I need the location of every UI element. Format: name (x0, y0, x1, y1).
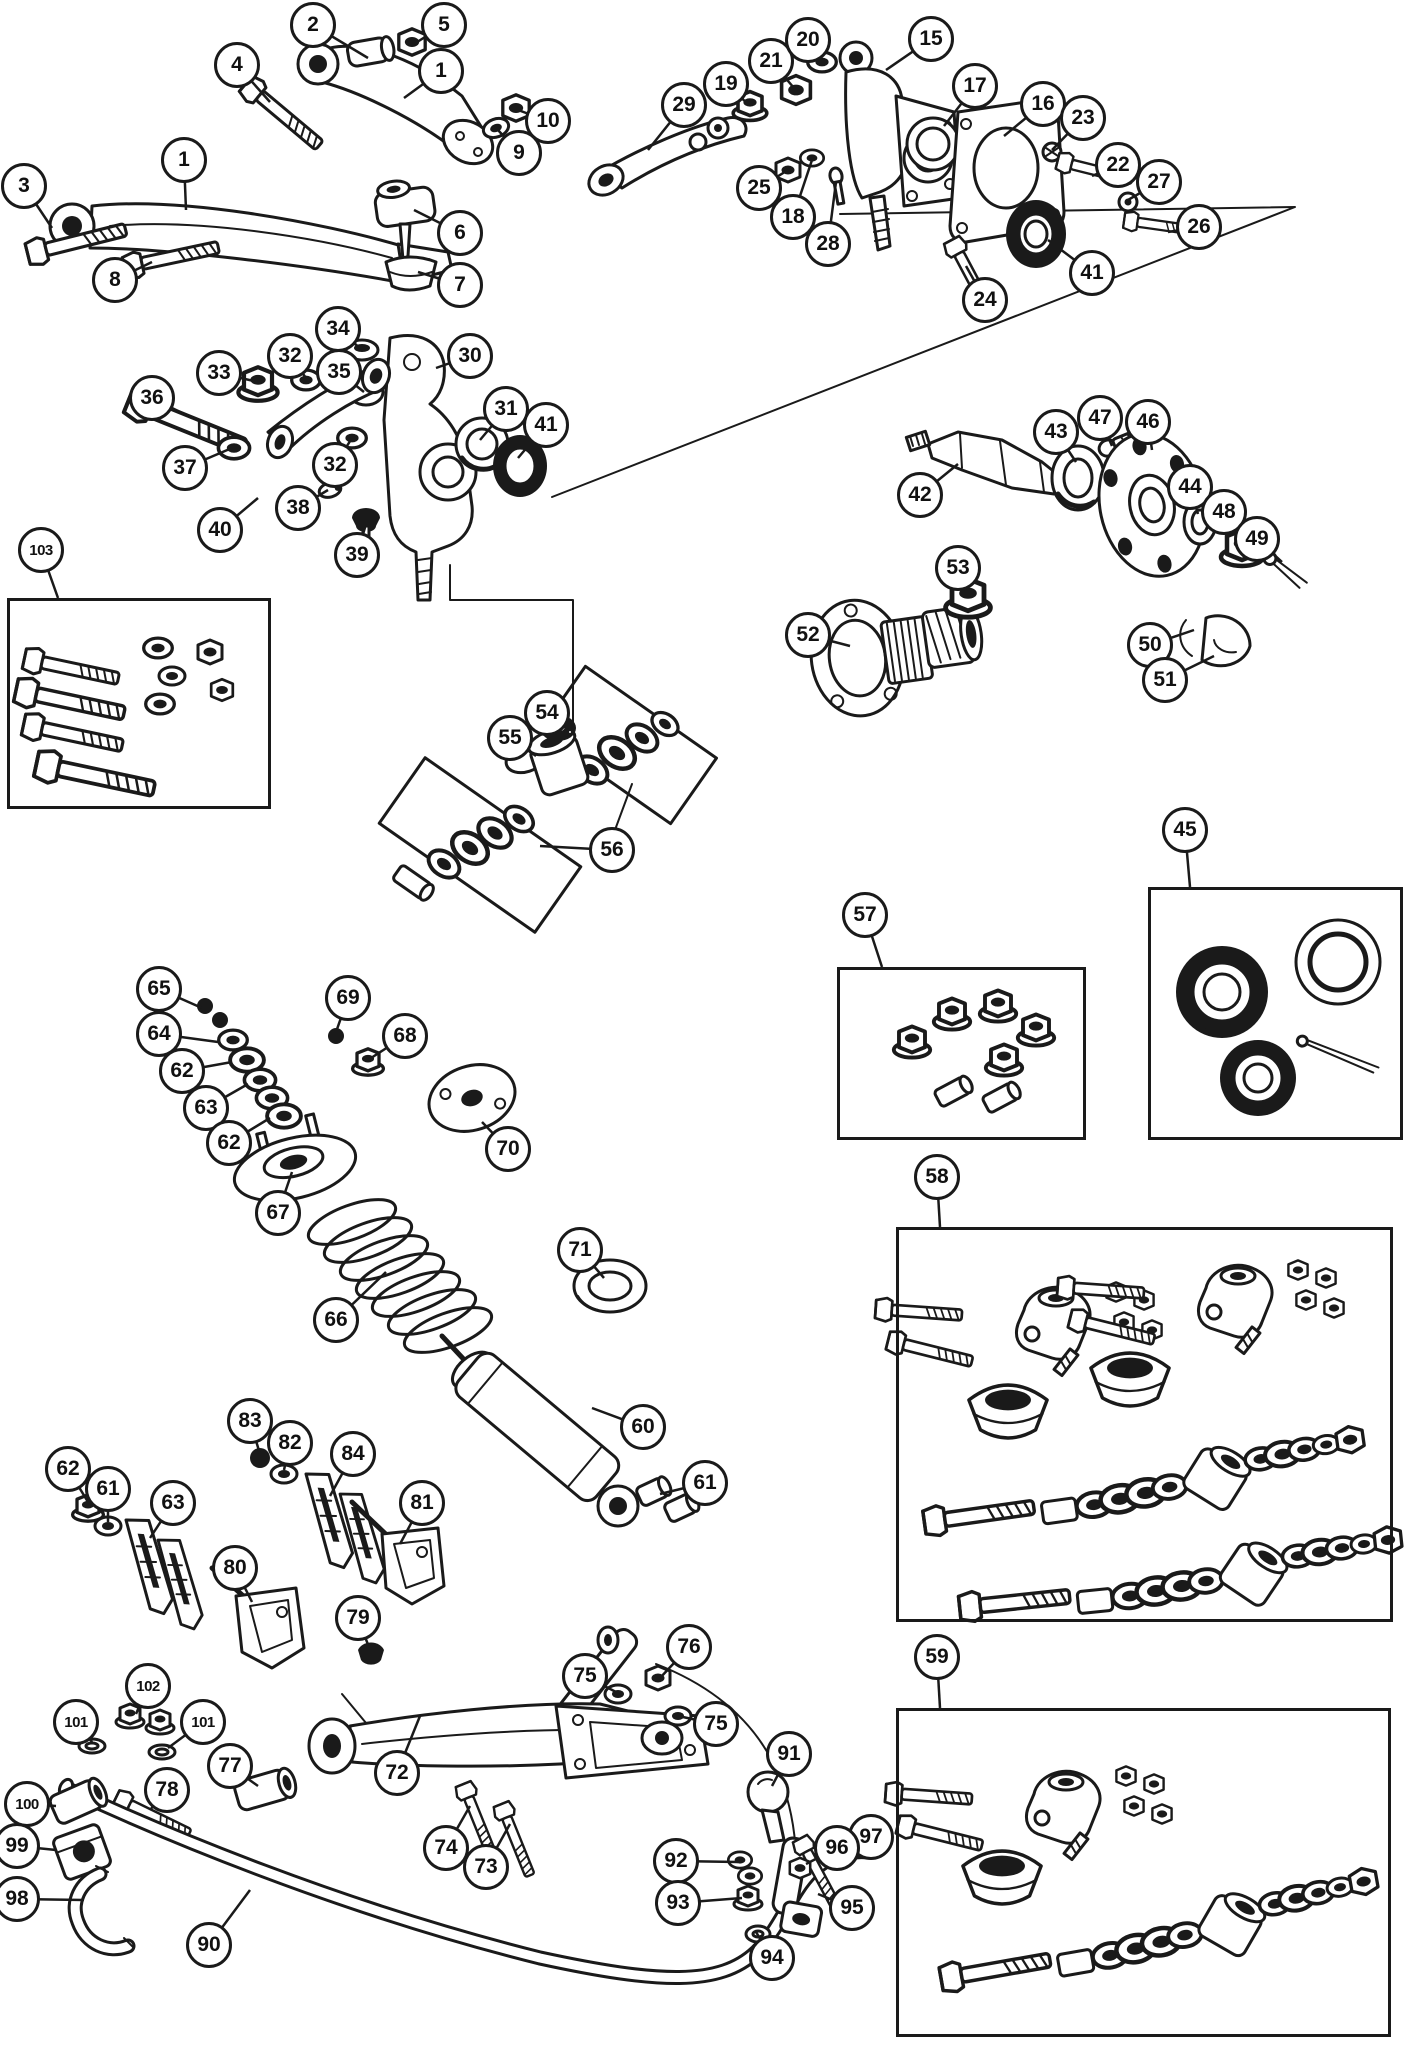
callout-number: 4 (231, 53, 243, 76)
callout-number: 5 (438, 13, 450, 36)
callout-number: 66 (324, 1308, 348, 1331)
callout-37 (162, 445, 208, 491)
callout-number: 20 (796, 28, 820, 51)
callout-number: 96 (825, 1836, 849, 1859)
callout-number: 60 (631, 1415, 655, 1438)
callout-number: 92 (664, 1849, 688, 1872)
callout-29 (661, 82, 707, 128)
callout-61 (682, 1460, 728, 1506)
callout-number: 55 (498, 726, 522, 749)
callout-62 (206, 1120, 252, 1166)
callout-101 (180, 1699, 226, 1745)
callout-number: 61 (693, 1471, 717, 1494)
callout-number: 35 (327, 360, 351, 383)
callout-22 (1095, 142, 1141, 188)
callout-84 (330, 1431, 376, 1477)
callout-23 (1060, 95, 1106, 141)
callout-number: 23 (1071, 106, 1095, 129)
callout-number: 25 (747, 176, 771, 199)
callout-91 (766, 1731, 812, 1777)
callout-1 (418, 48, 464, 94)
callout-number: 59 (925, 1645, 949, 1668)
callout-20 (785, 17, 831, 63)
callout-number: 6 (454, 221, 466, 244)
callout-72 (374, 1750, 420, 1796)
callout-32 (312, 442, 358, 488)
callout-24 (962, 277, 1008, 323)
callout-63 (150, 1480, 196, 1526)
callout-90 (186, 1922, 232, 1968)
callout-number: 53 (946, 556, 970, 579)
callout-number: 56 (600, 838, 624, 861)
callout-number: 51 (1153, 668, 1177, 691)
callout-number: 17 (963, 74, 987, 97)
callout-94 (749, 1935, 795, 1981)
callout-number: 73 (474, 1855, 498, 1878)
callout-number: 64 (147, 1022, 171, 1045)
callout-number: 38 (286, 496, 310, 519)
callout-number: 80 (223, 1556, 247, 1579)
callout-number: 1 (178, 148, 190, 171)
callout-number: 90 (197, 1933, 221, 1956)
callout-number: 22 (1106, 153, 1130, 176)
callout-103 (18, 527, 64, 573)
callout-41 (523, 402, 569, 448)
callout-number: 27 (1147, 170, 1171, 193)
callout-number: 46 (1136, 410, 1160, 433)
callout-57 (842, 892, 888, 938)
callout-number: 9 (513, 141, 525, 164)
callout-number: 63 (161, 1491, 185, 1514)
callout-number: 62 (217, 1131, 241, 1154)
callout-32 (267, 333, 313, 379)
callout-52 (785, 612, 831, 658)
callout-100 (4, 1781, 50, 1827)
callout-number: 71 (568, 1238, 592, 1261)
callout-number: 39 (345, 543, 369, 566)
callout-42 (897, 472, 943, 518)
callout-19 (703, 61, 749, 107)
callout-number: 103 (29, 541, 53, 559)
callout-51 (1142, 657, 1188, 703)
callout-number: 81 (410, 1491, 434, 1514)
callout-number: 100 (15, 1795, 39, 1813)
callout-number: 10 (536, 109, 560, 132)
callout-26 (1176, 204, 1222, 250)
callout-number: 95 (840, 1896, 864, 1919)
callout-number: 76 (677, 1635, 701, 1658)
callout-number: 97 (859, 1825, 883, 1848)
callout-55 (487, 715, 533, 761)
callout-61 (85, 1466, 131, 1512)
callout-40 (197, 507, 243, 553)
callout-number: 36 (140, 386, 164, 409)
callout-number: 65 (147, 977, 171, 1000)
callout-75 (562, 1653, 608, 1699)
callout-number: 28 (816, 232, 840, 255)
callout-number: 42 (908, 483, 932, 506)
callout-75 (693, 1701, 739, 1747)
callout-36 (129, 375, 175, 421)
callout-95 (829, 1885, 875, 1931)
callout-33 (196, 350, 242, 396)
callout-number: 48 (1212, 500, 1236, 523)
callout-81 (399, 1480, 445, 1526)
callout-15 (908, 16, 954, 62)
callout-number: 43 (1044, 420, 1068, 443)
callout-101 (53, 1699, 99, 1745)
callout-number: 77 (218, 1754, 242, 1777)
callout-number: 98 (5, 1887, 29, 1910)
callout-71 (557, 1227, 603, 1273)
callout-60 (620, 1404, 666, 1450)
callout-number: 34 (326, 317, 350, 340)
callout-number: 32 (278, 344, 302, 367)
callout-number: 47 (1088, 406, 1112, 429)
callout-number: 69 (336, 986, 360, 1009)
callout-number: 54 (535, 701, 559, 724)
callout-number: 84 (341, 1442, 365, 1465)
callout-96 (814, 1825, 860, 1871)
callout-56 (589, 827, 635, 873)
callout-number: 24 (973, 288, 997, 311)
callout-number: 26 (1187, 215, 1211, 238)
callout-number: 101 (191, 1713, 215, 1731)
callout-number: 49 (1245, 527, 1269, 550)
callout-93 (655, 1880, 701, 1926)
callout-66 (313, 1297, 359, 1343)
callout-number: 62 (56, 1457, 80, 1480)
callout-number: 58 (925, 1165, 949, 1188)
callout-6 (437, 210, 483, 256)
callout-number: 102 (136, 1677, 160, 1695)
callout-2 (290, 2, 336, 48)
callout-number: 83 (238, 1409, 262, 1432)
callout-17 (952, 63, 998, 109)
callout-number: 40 (208, 518, 232, 541)
callout-number: 7 (454, 273, 466, 296)
callout-34 (315, 306, 361, 352)
callout-number: 21 (759, 49, 783, 72)
callout-number: 16 (1031, 92, 1055, 115)
callout-number: 37 (173, 456, 197, 479)
callout-number: 3 (18, 174, 30, 197)
callout-8 (92, 257, 138, 303)
callout-number: 61 (96, 1477, 120, 1500)
callout-65 (136, 966, 182, 1012)
callout-35 (316, 349, 362, 395)
callout-5 (421, 2, 467, 48)
callout-number: 50 (1138, 633, 1162, 656)
callout-30 (447, 333, 493, 379)
callout-1 (161, 137, 207, 183)
callout-102 (125, 1663, 171, 1709)
callout-77 (207, 1743, 253, 1789)
callout-83 (227, 1398, 273, 1444)
callout-27 (1136, 159, 1182, 205)
callout-49 (1234, 516, 1280, 562)
callout-78 (144, 1767, 190, 1813)
callout-number: 94 (760, 1946, 784, 1969)
callout-59 (914, 1634, 960, 1680)
callout-number: 101 (64, 1713, 88, 1731)
callout-number: 70 (496, 1137, 520, 1160)
callout-number: 62 (170, 1059, 194, 1082)
callout-58 (914, 1154, 960, 1200)
callout-number: 67 (266, 1201, 290, 1224)
callout-number: 45 (1173, 818, 1197, 841)
callout-7 (437, 262, 483, 308)
callout-number: 82 (278, 1431, 302, 1454)
callout-67 (255, 1190, 301, 1236)
callout-number: 78 (155, 1778, 179, 1801)
callout-number: 30 (458, 344, 482, 367)
callout-number: 29 (672, 93, 696, 116)
callout-92 (653, 1838, 699, 1884)
callout-73 (463, 1844, 509, 1890)
callout-number: 8 (109, 268, 121, 291)
callout-number: 74 (434, 1836, 458, 1859)
callout-68 (382, 1013, 428, 1059)
callout-82 (267, 1420, 313, 1466)
callout-number: 99 (5, 1834, 29, 1857)
callout-80 (212, 1545, 258, 1591)
callout-38 (275, 485, 321, 531)
callout-69 (325, 975, 371, 1021)
callout-39 (334, 532, 380, 578)
callout-number: 1 (435, 59, 447, 82)
callout-number: 79 (346, 1606, 370, 1629)
callout-number: 75 (573, 1664, 597, 1687)
callout-45 (1162, 807, 1208, 853)
callout-43 (1033, 409, 1079, 455)
callout-number: 41 (534, 413, 558, 436)
callout-number: 72 (385, 1761, 409, 1784)
callout-79 (335, 1595, 381, 1641)
callout-number: 19 (714, 72, 738, 95)
callout-4 (214, 42, 260, 88)
callout-28 (805, 221, 851, 267)
callout-41 (1069, 250, 1115, 296)
callout-9 (496, 130, 542, 176)
callout-46 (1125, 399, 1171, 445)
callout-number: 91 (777, 1742, 801, 1765)
callout-number: 31 (494, 397, 518, 420)
callout-number: 33 (207, 361, 231, 384)
callout-number: 44 (1178, 475, 1202, 498)
callout-47 (1077, 395, 1123, 441)
callout-76 (666, 1624, 712, 1670)
callout-number: 75 (704, 1712, 728, 1735)
callout-16 (1020, 81, 1066, 127)
callout-number: 2 (307, 13, 319, 36)
callout-number: 15 (919, 27, 943, 50)
callout-number: 68 (393, 1024, 417, 1047)
callout-number: 93 (666, 1891, 690, 1914)
callout-number: 52 (796, 623, 820, 646)
callout-53 (935, 545, 981, 591)
callout-3 (1, 163, 47, 209)
callout-number: 63 (194, 1096, 218, 1119)
callout-70 (485, 1126, 531, 1172)
callout-62 (45, 1446, 91, 1492)
callout-number: 32 (323, 453, 347, 476)
callout-number: 41 (1080, 261, 1104, 284)
callout-number: 18 (781, 205, 805, 228)
callout-number: 57 (853, 903, 877, 926)
